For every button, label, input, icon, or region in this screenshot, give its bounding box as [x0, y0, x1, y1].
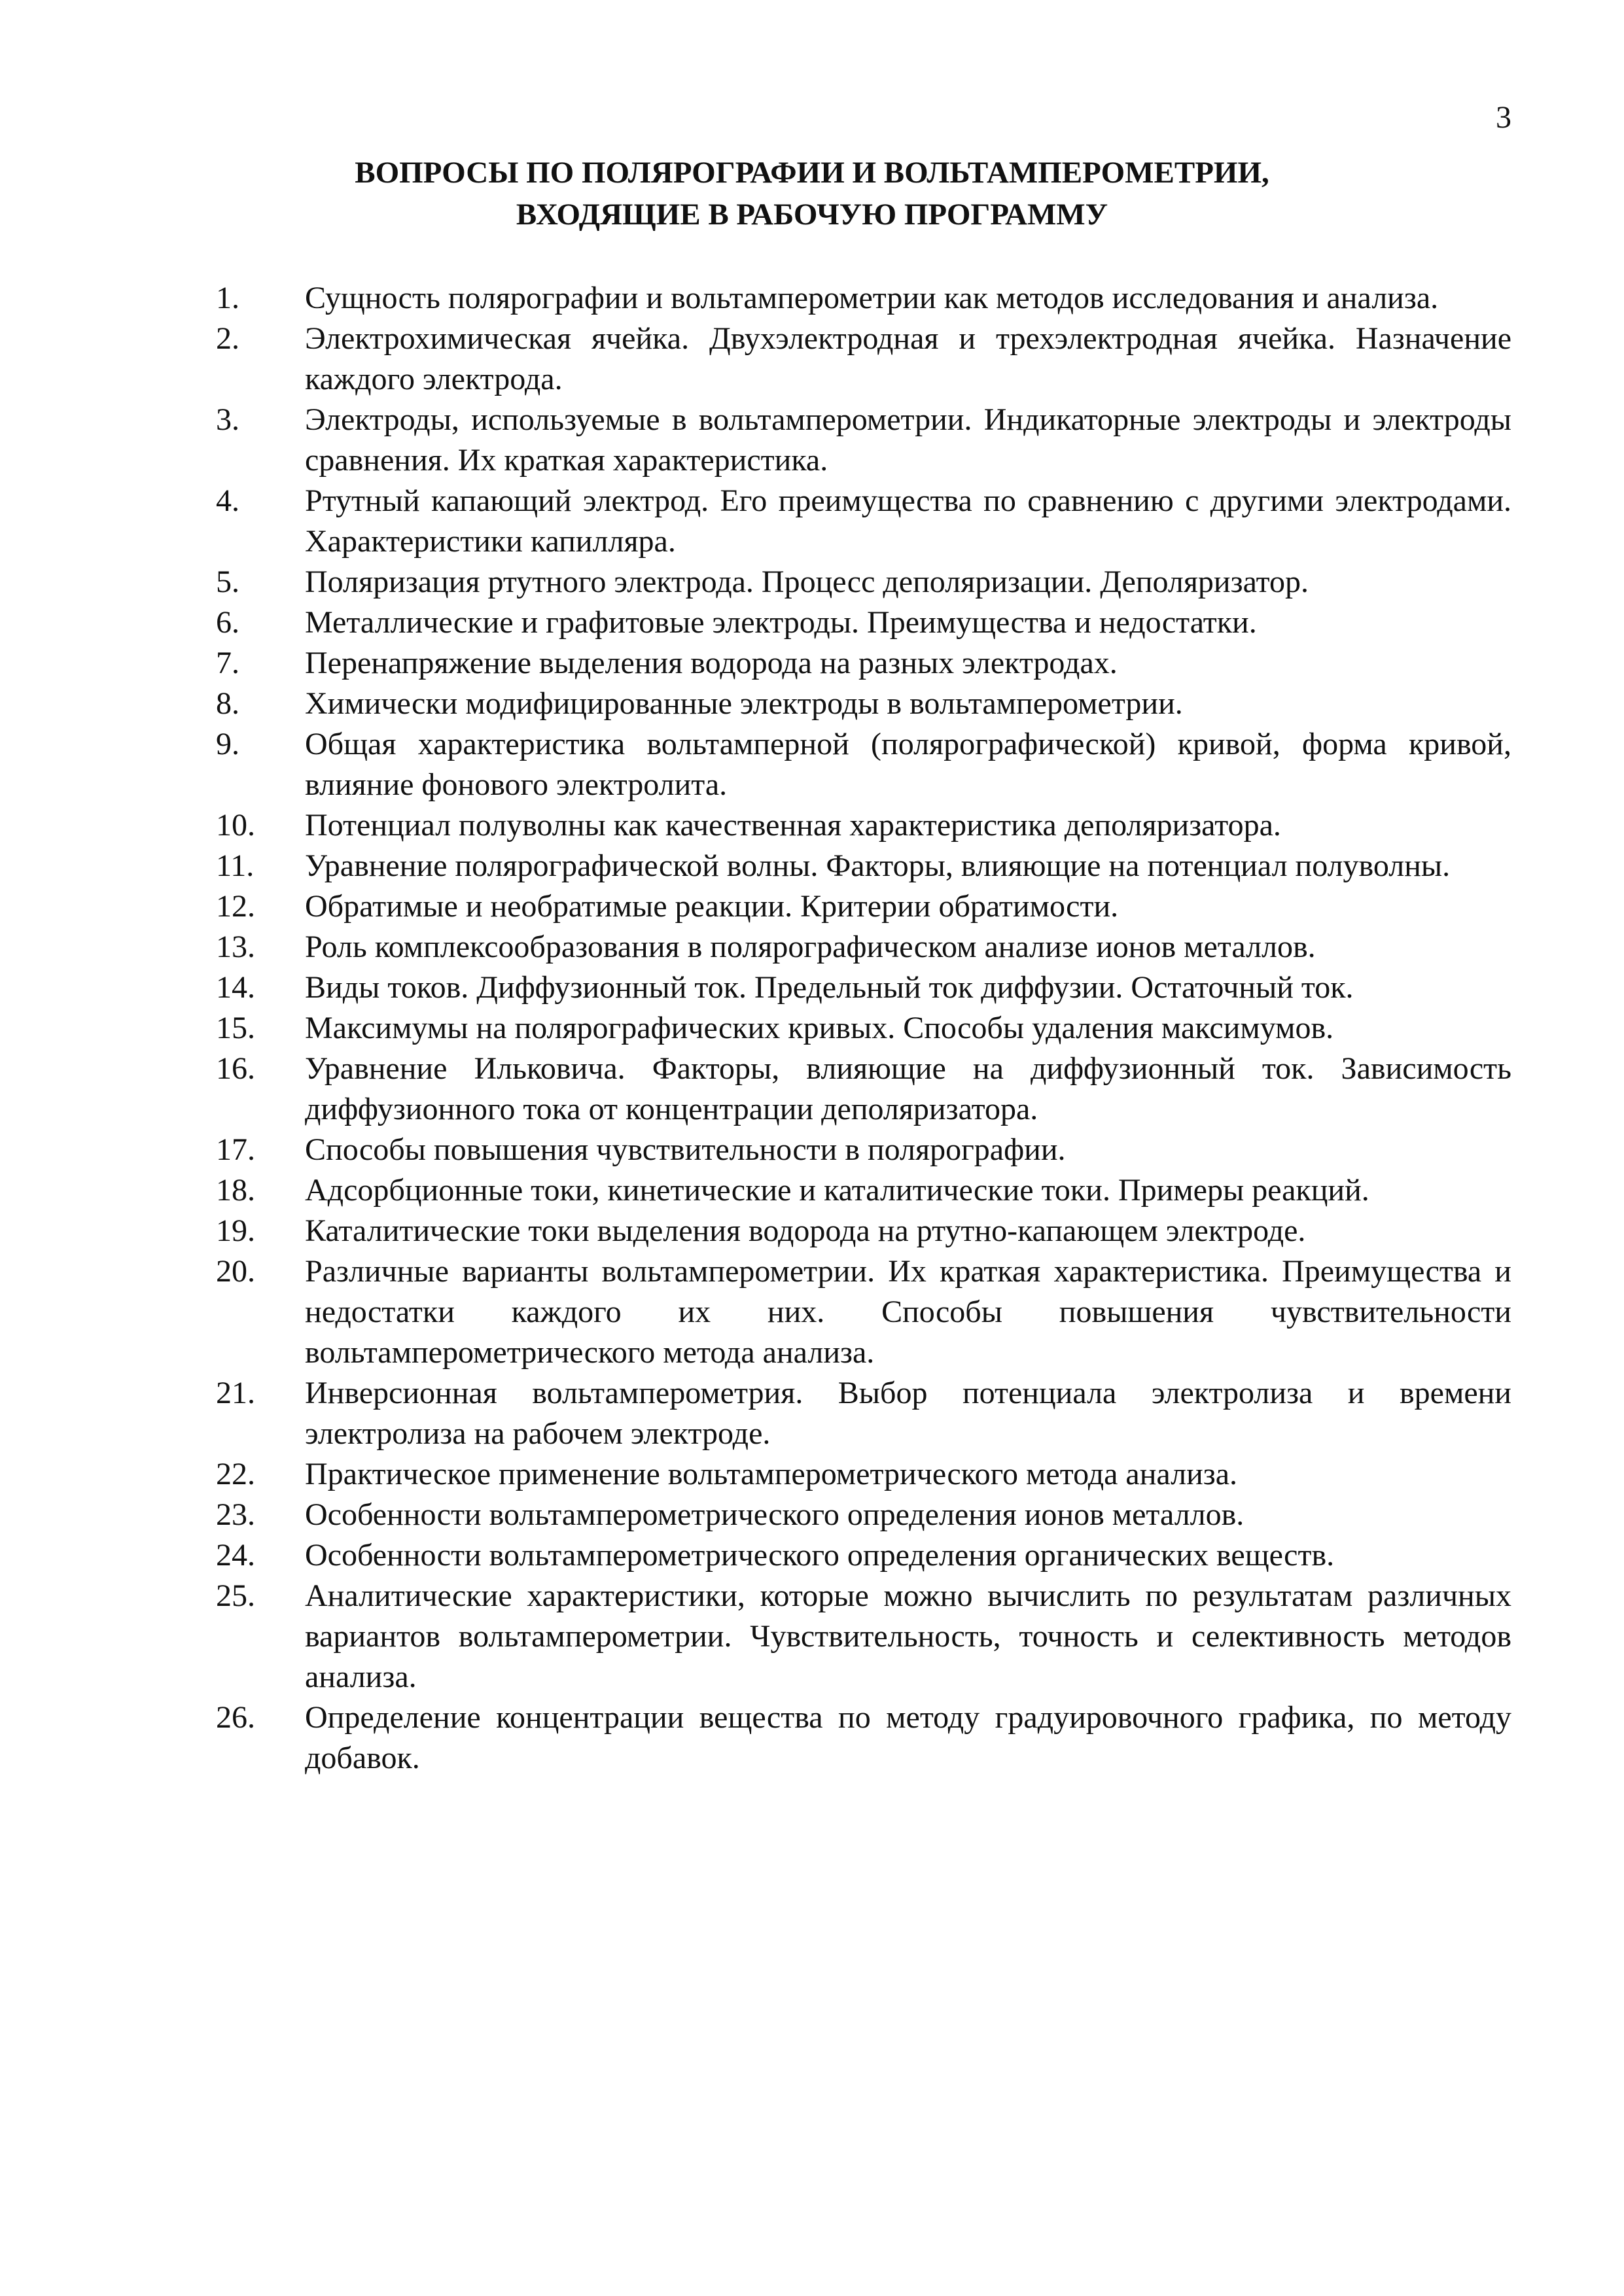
question-text: Виды токов. Диффузионный ток. Предельный ток диффузии. Остаточный ток. [305, 970, 1354, 1005]
question-text: Инверсионная вольтамперометрия. Выбор потенциала электролиза и времени электролиза на рабочем электроде. [305, 1376, 1511, 1451]
question-number: 3. [216, 402, 239, 437]
question-text: Роль комплексообразования в полярографическом анализе ионов металлов. [305, 930, 1316, 964]
title-line-2: ВХОДЯЩИЕ В РАБОЧУЮ ПРОГРАММУ [516, 198, 1108, 232]
question-text: Особенности вольтамперометрического определения ионов металлов. [305, 1497, 1244, 1532]
list-item [216, 846, 1511, 886]
question-text: Потенциал полуволны как качественная характеристика деполяризатора. [305, 808, 1281, 843]
list-item [216, 1170, 1511, 1211]
list-item [216, 805, 1511, 846]
question-number: 1. [216, 281, 239, 315]
list-item [216, 1130, 1511, 1170]
list-item [216, 967, 1511, 1008]
question-text: Химически модифицированные электроды в вольтамперометрии. [305, 686, 1183, 721]
question-number: 24. [216, 1538, 255, 1573]
question-text: Максимумы на полярографических кривых. Способы удаления максимумов. [305, 1011, 1334, 1045]
list-item [216, 1576, 1511, 1697]
list-item [216, 1211, 1511, 1251]
question-text: Общая характеристика вольтамперной (полярографической) кривой, форма кривой, влияние фонового электролита. [305, 727, 1511, 802]
list-item [216, 278, 1511, 319]
question-number: 17. [216, 1132, 255, 1167]
question-text: Адсорбционные токи, кинетические и каталитические токи. Примеры реакций. [305, 1173, 1369, 1208]
question-number: 14. [216, 970, 255, 1005]
list-item [216, 1373, 1511, 1454]
question-text: Электроды, используемые в вольтамперометрии. Индикаторные электроды и электроды сравнения. Их краткая характеристика. [305, 402, 1511, 478]
question-number: 9. [216, 727, 239, 761]
question-number: 5. [216, 565, 239, 599]
question-text: Перенапряжение выделения водорода на разных электродах. [305, 646, 1118, 680]
question-text: Поляризация ртутного электрода. Процесс деполяризации. Деполяризатор. [305, 565, 1309, 599]
question-text: Аналитические характеристики, которые можно вычислить по результатам различных вариантов вольтамперометрии. Чувствительность, точность и селективность методов анализа. [305, 1578, 1511, 1694]
question-text: Уравнение полярографической волны. Факторы, влияющие на потенциал полуволны. [305, 848, 1451, 883]
question-number: 22. [216, 1457, 255, 1491]
question-number: 13. [216, 930, 255, 964]
questions-list [216, 278, 1511, 1779]
question-number: 4. [216, 483, 239, 518]
question-number: 12. [216, 889, 255, 924]
list-item [216, 1049, 1511, 1130]
list-item [216, 1535, 1511, 1576]
question-number: 21. [216, 1376, 255, 1410]
list-item [216, 1454, 1511, 1495]
question-text: Особенности вольтамперометрического определения органических веществ. [305, 1538, 1335, 1573]
question-text: Практическое применение вольтамперометрического метода анализа. [305, 1457, 1238, 1491]
list-item [216, 684, 1511, 724]
question-number: 11. [216, 848, 255, 883]
question-text: Каталитические токи выделения водорода на ртутно-капающем электроде. [305, 1213, 1306, 1248]
list-item [216, 602, 1511, 643]
page-number: 3 [1496, 100, 1511, 135]
question-number: 16. [216, 1051, 255, 1086]
question-text: Сущность полярографии и вольтамперометрии как методов исследования и анализа. [305, 281, 1439, 315]
list-item [216, 400, 1511, 481]
list-item [216, 1495, 1511, 1535]
list-item [216, 319, 1511, 400]
list-item [216, 1251, 1511, 1373]
question-number: 7. [216, 646, 239, 680]
question-number: 19. [216, 1213, 255, 1248]
question-text: Обратимые и необратимые реакции. Критерии обратимости. [305, 889, 1119, 924]
list-item [216, 562, 1511, 602]
list-item [216, 927, 1511, 967]
list-item [216, 886, 1511, 927]
document-title [0, 152, 1624, 235]
list-item [216, 1008, 1511, 1049]
question-number: 6. [216, 605, 239, 640]
question-number: 25. [216, 1578, 255, 1613]
title-line-1: ВОПРОСЫ ПО ПОЛЯРОГРАФИИ И ВОЛЬТАМПЕРОМЕТРИИ, [355, 156, 1269, 190]
question-number: 2. [216, 321, 239, 356]
list-item [216, 481, 1511, 562]
question-number: 18. [216, 1173, 255, 1208]
list-item [216, 643, 1511, 684]
question-number: 10. [216, 808, 255, 843]
question-text: Уравнение Ильковича. Факторы, влияющие на диффузионный ток. Зависимость диффузионного тока от концентрации деполяризатора. [305, 1051, 1511, 1126]
question-number: 15. [216, 1011, 255, 1045]
question-number: 23. [216, 1497, 255, 1532]
question-text: Способы повышения чувствительности в полярографии. [305, 1132, 1066, 1167]
list-item [216, 724, 1511, 805]
list-item [216, 1697, 1511, 1779]
question-number: 26. [216, 1700, 255, 1735]
question-text: Определение концентрации вещества по методу градуировочного графика, по методу добавок. [305, 1700, 1511, 1775]
question-text: Электрохимическая ячейка. Двухэлектродная и трехэлектродная ячейка. Назначение каждого электрода. [305, 321, 1511, 396]
question-text: Металлические и графитовые электроды. Преимущества и недостатки. [305, 605, 1257, 640]
question-number: 8. [216, 686, 239, 721]
question-number: 20. [216, 1254, 255, 1289]
question-text: Ртутный капающий электрод. Его преимущества по сравнению с другими электродами. Характеристики капилляра. [305, 483, 1511, 559]
question-text: Различные варианты вольтамперометрии. Их краткая характеристика. Преимущества и недостатки каждого их них. Способы повышения чувствительности вольтамперометрического метода анализа. [305, 1254, 1511, 1370]
